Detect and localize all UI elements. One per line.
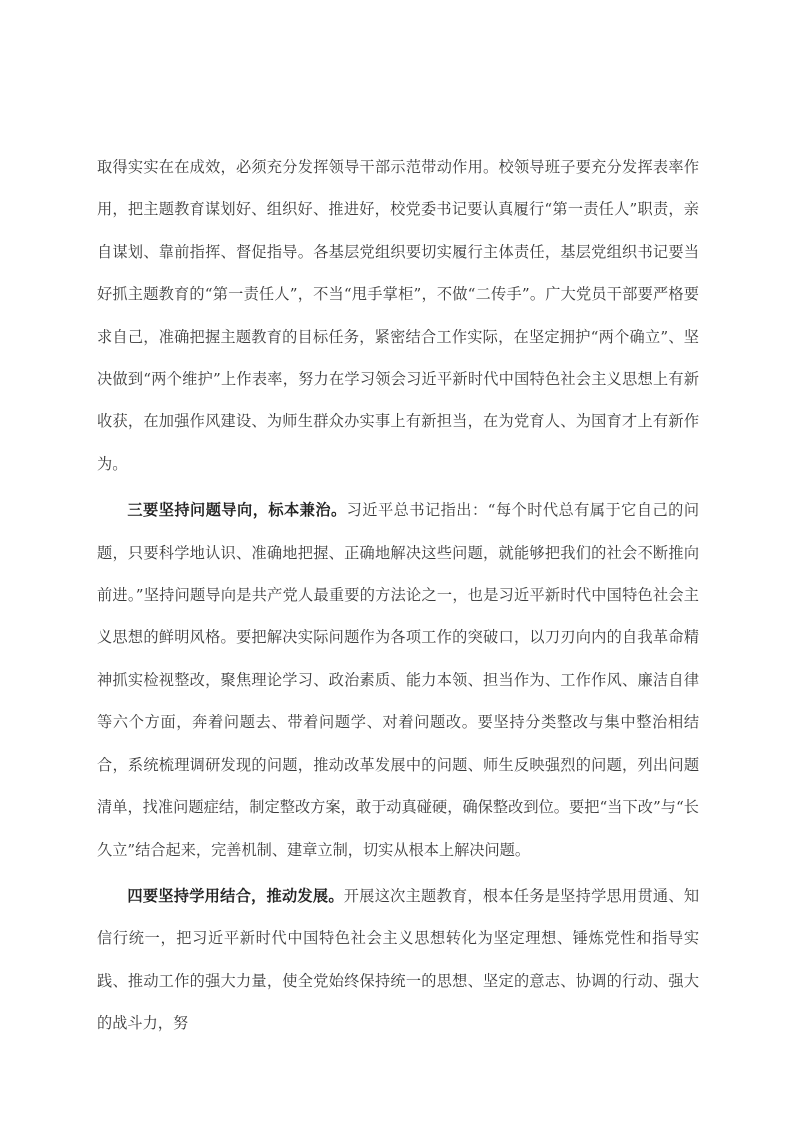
- paragraph-2: [97, 489, 699, 871]
- paragraph-1: [97, 146, 699, 485]
- paragraph-2-text: 习近平总书记指出：“每个时代总有属于它自己的问题，只要科学地认识、准确地把握、正确地解决这些问题，就能够把我们的社会不断推向前进。”坚持问题导向是共产党人最重要的方法论之一，也是习近平新时代中国特色社会主义思想的鲜明风格。要把解决实际问题作为各项工作的突破口，以刀刃向内的自我革命精神抓实检视整改，聚焦理论学习、政治素质、能力本领、担当作为、工作作风、廉洁自律等六个方面，奔着问题去、带着问题学、对着问题改。要坚持分类整改与集中整治相结合，系统梳理调研发现的问题，推动改革发展中的问题、师生反映强烈的问题，列出问题清单，找准问题症结，制定整改方案，敢于动真碰硬，确保整改到位。要把“当下改”与“长久立”结合起来，完善机制、建章立制，切实从根本上解决问题。: [97, 501, 700, 859]
- paragraph-3: [97, 875, 699, 1045]
- document-page: [97, 146, 699, 1049]
- paragraph-3-heading: 四要坚持学用结合，推动发展。: [127, 886, 344, 905]
- paragraph-3-text: 开展这次主题教育，根本任务是坚持学思用贯通、知信行统一，把习近平新时代中国特色社会主义思想转化为坚定理想、锤炼党性和指导实践、推动工作的强大力量，使全党始终保持统一的思想、坚定的意志、协调的行动、强大的战斗力，努: [97, 886, 700, 1033]
- paragraph-1-text: 取得实实在在成效，必须充分发挥领导干部示范带动作用。校领导班子要充分发挥表率作用，把主题教育谋划好、组织好、推进好，校党委书记要认真履行“第一责任人”职责，亲自谋划、靠前指挥、督促指导。各基层党组织要切实履行主体责任，基层党组织书记要当好抓主题教育的“第一责任人”，不当“甩手掌柜”，不做“二传手”。广大党员干部要严格要求自己，准确把握主题教育的目标任务，紧密结合工作实际，在坚定拥护“两个确立”、坚决做到“两个维护”上作表率，努力在学习领会习近平新时代中国特色社会主义思想上有新收获，在加强作风建设、为师生群众办实事上有新担当，在为党育人、为国育才上有新作为。: [97, 158, 699, 473]
- paragraph-2-heading: 三要坚持问题导向，标本兼治。: [127, 501, 347, 520]
